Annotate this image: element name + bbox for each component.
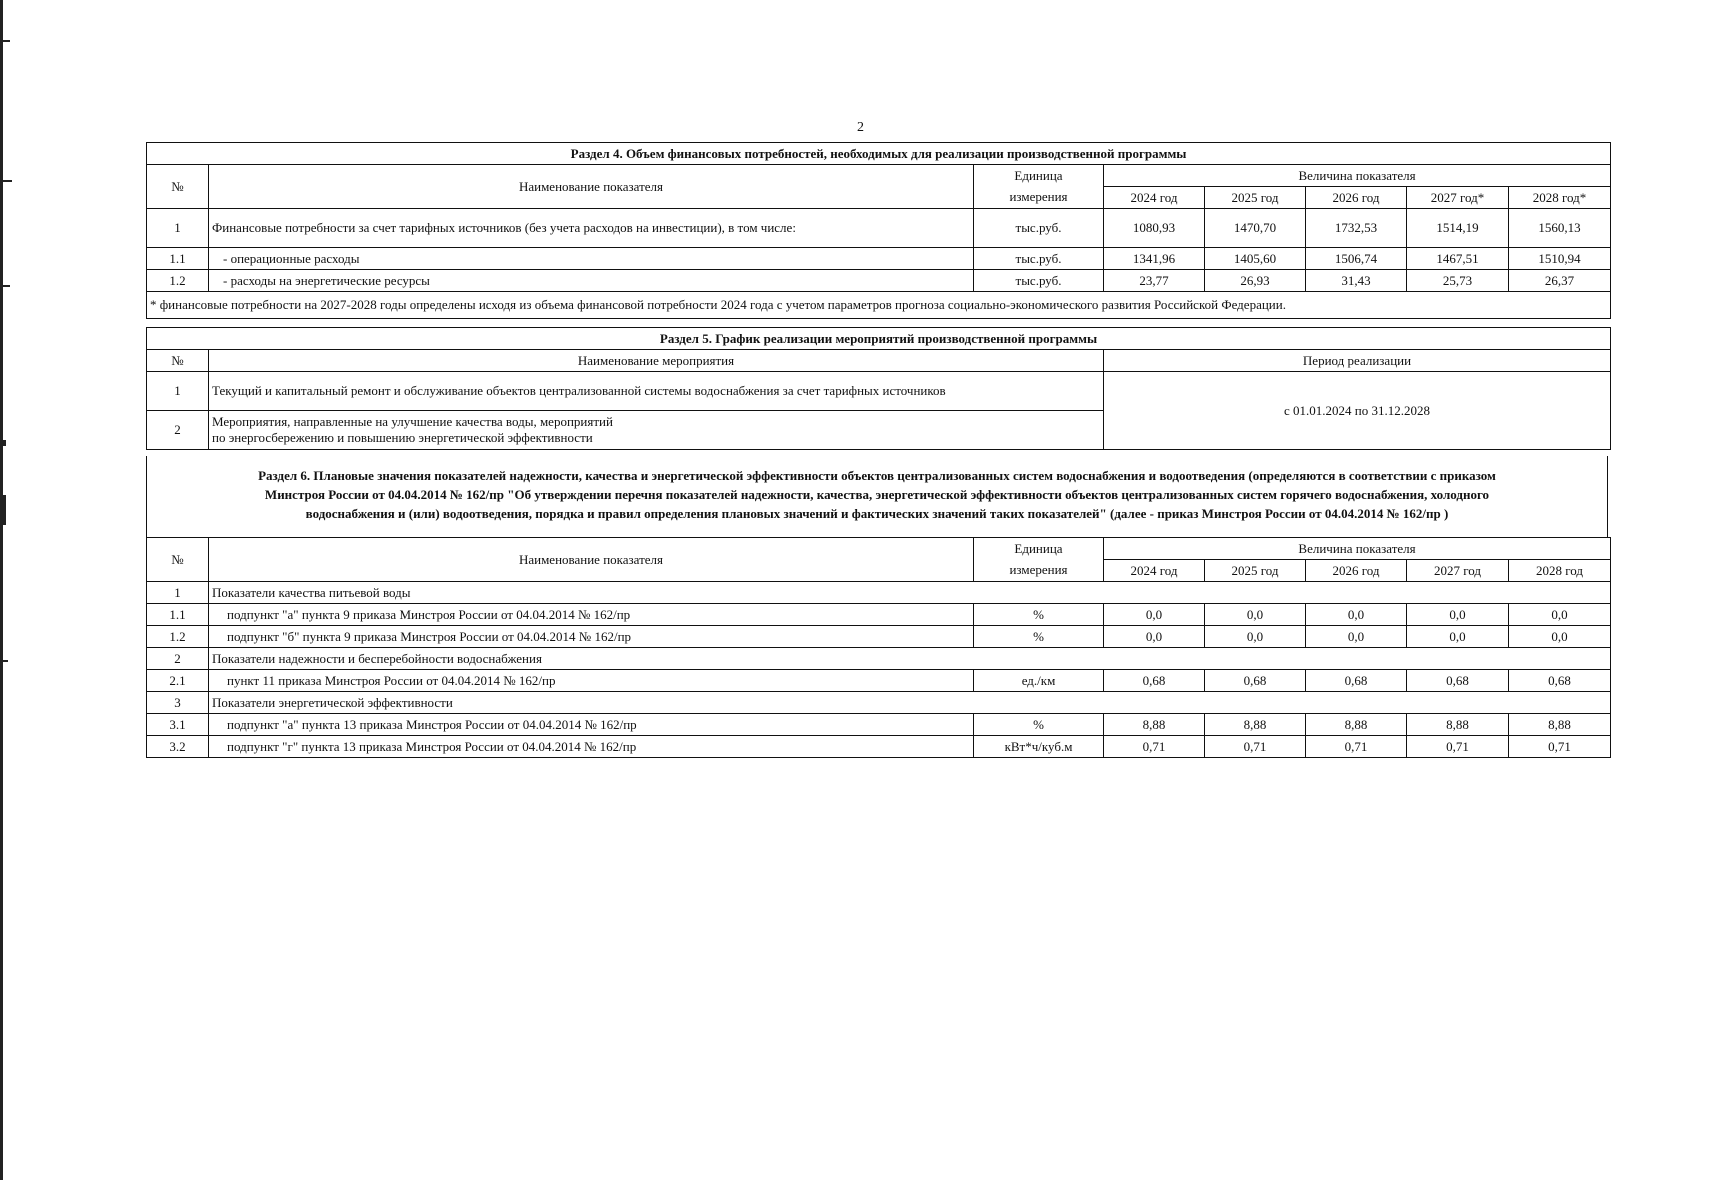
row-value: 31,43 (1306, 270, 1407, 292)
scan-mark (0, 40, 10, 42)
row-value: 0,0 (1306, 626, 1407, 648)
table-row (147, 372, 1611, 411)
row-unit: тыс.руб. (974, 248, 1104, 270)
row-value: 8,88 (1104, 714, 1205, 736)
row-num: 1.1 (147, 604, 209, 626)
row-name: - операционные расходы (209, 248, 974, 270)
row-value: 0,68 (1306, 670, 1407, 692)
row-unit: % (974, 604, 1104, 626)
section6-title-line: Раздел 6. Плановые значения показателей надежности, качества и энергетической эффективности объектов централизованных систем водоснабжения и водоотведения (определяются в соответствии с приказом (258, 468, 1496, 483)
row-value: 0,71 (1104, 736, 1205, 758)
row-name: подпункт "г" пункта 13 приказа Минстроя России от 04.04.2014 № 162/пр (209, 736, 974, 758)
table-row (147, 670, 1611, 692)
period-value: с 01.01.2024 по 31.12.2028 (1104, 372, 1611, 450)
row-num: 3.2 (147, 736, 209, 758)
row-unit: кВт*ч/куб.м (974, 736, 1104, 758)
row-name-line: по энергосбережению и повышению энергетической эффективности (212, 430, 593, 445)
group-num: 1 (147, 582, 209, 604)
row-value: 1341,96 (1104, 248, 1205, 270)
row-value: 0,0 (1205, 604, 1306, 626)
col-header-event: Наименование мероприятия (209, 350, 1104, 372)
row-name: - расходы на энергетические ресурсы (209, 270, 974, 292)
section4-table (146, 142, 1611, 319)
row-unit: тыс.руб. (974, 270, 1104, 292)
scan-mark (0, 660, 8, 662)
col-header-period: Период реализации (1104, 350, 1611, 372)
col-header-year: 2024 год (1104, 187, 1205, 209)
table-row (147, 248, 1611, 270)
col-header-value: Величина показателя (1104, 538, 1611, 560)
row-value: 0,71 (1205, 736, 1306, 758)
col-header-num: № (147, 165, 209, 209)
row-value: 1467,51 (1407, 248, 1509, 270)
row-value: 1405,60 (1205, 248, 1306, 270)
row-value: 0,0 (1205, 626, 1306, 648)
row-value: 0,68 (1104, 670, 1205, 692)
row-value: 1514,19 (1407, 209, 1509, 248)
row-name: Текущий и капитальный ремонт и обслуживание объектов централизованной системы водоснабжения за счет тарифных источников (209, 372, 1104, 411)
row-unit: % (974, 626, 1104, 648)
row-unit: тыс.руб. (974, 209, 1104, 248)
section4-footnote: * финансовые потребности на 2027-2028 годы определены исходя из объема финансовой потребности 2024 года с учетом параметров прогноза социально-экономического развития Российской Федерации. (147, 292, 1611, 319)
col-header-unit: Единица (974, 165, 1104, 187)
col-header-name: Наименование показателя (209, 538, 974, 582)
row-value: 1080,93 (1104, 209, 1205, 248)
scan-mark (0, 495, 6, 525)
row-value: 0,0 (1407, 626, 1509, 648)
row-name: подпункт "а" пункта 13 приказа Минстроя России от 04.04.2014 № 162/пр (209, 714, 974, 736)
row-name: Финансовые потребности за счет тарифных источников (без учета расходов на инвестиции), в том числе: (209, 209, 974, 248)
row-name-line: Мероприятия, направленные на улучшение качества воды, мероприятий (212, 414, 613, 429)
table-row (147, 714, 1611, 736)
row-value: 26,37 (1509, 270, 1611, 292)
row-value: 0,71 (1306, 736, 1407, 758)
row-value: 0,0 (1104, 604, 1205, 626)
col-header-year: 2026 год (1306, 187, 1407, 209)
row-value: 8,88 (1205, 714, 1306, 736)
col-header-year: 2025 год (1205, 560, 1306, 582)
group-name: Показатели качества питьевой воды (209, 582, 1611, 604)
section6-table (146, 537, 1611, 758)
row-value: 1510,94 (1509, 248, 1611, 270)
row-value: 0,71 (1407, 736, 1509, 758)
section6-title-line: Минстроя России от 04.04.2014 № 162/пр "Об утверждении перечня показателей надежности, качества, энергетической эффективности объектов централизованных систем горячего водоснабжения, холодного (264, 487, 1490, 502)
row-num: 1.2 (147, 626, 209, 648)
col-header-year: 2028 год (1509, 560, 1611, 582)
section6-title (146, 456, 1608, 537)
col-header-year: 2028 год* (1509, 187, 1611, 209)
col-header-year: 2027 год* (1407, 187, 1509, 209)
col-header-num: № (147, 538, 209, 582)
group-row (147, 582, 1611, 604)
row-unit: % (974, 714, 1104, 736)
row-value: 1506,74 (1306, 248, 1407, 270)
row-value: 8,88 (1509, 714, 1611, 736)
table-row (147, 209, 1611, 248)
row-name: подпункт "б" пункта 9 приказа Минстроя России от 04.04.2014 № 162/пр (209, 626, 974, 648)
row-num: 1.2 (147, 270, 209, 292)
row-value: 25,73 (1407, 270, 1509, 292)
row-value: 0,68 (1509, 670, 1611, 692)
row-value: 0,0 (1104, 626, 1205, 648)
row-value: 0,0 (1509, 626, 1611, 648)
row-num: 1 (147, 209, 209, 248)
table-row (147, 270, 1611, 292)
scan-mark (0, 180, 12, 182)
row-value: 0,68 (1407, 670, 1509, 692)
row-num: 2.1 (147, 670, 209, 692)
col-header-value: Величина показателя (1104, 165, 1611, 187)
col-header-unit: Единица (974, 538, 1104, 560)
row-num: 1.1 (147, 248, 209, 270)
row-value: 8,88 (1306, 714, 1407, 736)
row-value: 0,0 (1407, 604, 1509, 626)
group-name: Показатели энергетической эффективности (209, 692, 1611, 714)
group-num: 2 (147, 648, 209, 670)
table-row (147, 626, 1611, 648)
section5-title: Раздел 5. График реализации мероприятий производственной программы (147, 328, 1611, 350)
col-header-year: 2025 год (1205, 187, 1306, 209)
group-row (147, 692, 1611, 714)
row-value: 0,0 (1509, 604, 1611, 626)
group-num: 3 (147, 692, 209, 714)
table-row (147, 736, 1611, 758)
col-header-name: Наименование показателя (209, 165, 974, 209)
scan-mark (0, 440, 6, 446)
section4-title: Раздел 4. Объем финансовых потребностей, необходимых для реализации производственной программы (147, 143, 1611, 165)
group-name: Показатели надежности и бесперебойности водоснабжения (209, 648, 1611, 670)
section6-title-line: водоснабжения и (или) водоотведения, порядка и правил определения плановых значений и фактических значений таких показателей" (далее - приказ Минстроя России от 04.04.2014 № 162/пр ) (305, 506, 1449, 521)
row-num: 2 (147, 411, 209, 450)
section5-table (146, 327, 1611, 450)
row-name: пункт 11 приказа Минстроя России от 04.04.2014 № 162/пр (209, 670, 974, 692)
table-row (147, 604, 1611, 626)
page-number: 2 (857, 120, 864, 135)
scan-left-edge (0, 0, 3, 1180)
group-row (147, 648, 1611, 670)
col-header-unit-2: измерения (974, 187, 1104, 209)
row-unit: ед./км (974, 670, 1104, 692)
row-value: 0,71 (1509, 736, 1611, 758)
col-header-num: № (147, 350, 209, 372)
row-value: 1560,13 (1509, 209, 1611, 248)
row-value: 0,0 (1306, 604, 1407, 626)
row-value: 26,93 (1205, 270, 1306, 292)
row-value: 1470,70 (1205, 209, 1306, 248)
row-value: 0,68 (1205, 670, 1306, 692)
col-header-year: 2027 год (1407, 560, 1509, 582)
row-value: 8,88 (1407, 714, 1509, 736)
row-value: 1732,53 (1306, 209, 1407, 248)
scan-mark (0, 285, 10, 287)
row-name: подпункт "а" пункта 9 приказа Минстроя России от 04.04.2014 № 162/пр (209, 604, 974, 626)
row-name (209, 411, 1104, 450)
row-value: 23,77 (1104, 270, 1205, 292)
row-num: 1 (147, 372, 209, 411)
col-header-year: 2024 год (1104, 560, 1205, 582)
col-header-unit-2: измерения (974, 560, 1104, 582)
row-num: 3.1 (147, 714, 209, 736)
col-header-year: 2026 год (1306, 560, 1407, 582)
